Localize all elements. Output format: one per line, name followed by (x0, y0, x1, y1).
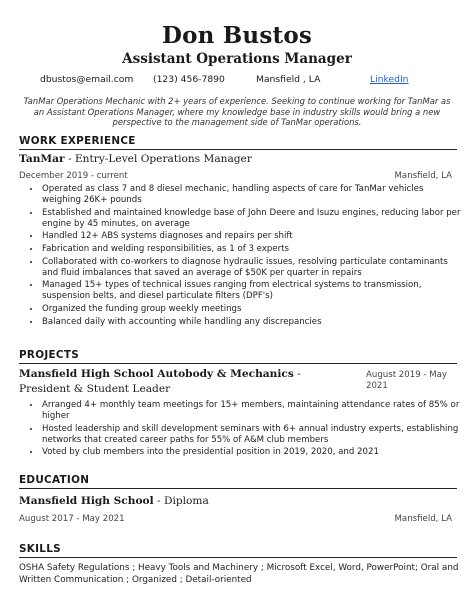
project-heading (19, 368, 301, 380)
contact-bar (0, 74, 474, 88)
school-name: Mansfield High School (19, 495, 154, 507)
section-divider (19, 149, 457, 150)
section-title-projects: PROJECTS (19, 349, 80, 361)
experience-location: Mansfield, LA (394, 171, 452, 181)
section-divider (19, 488, 457, 489)
bullet-item: • Arranged 4+ monthly team meetings for 15+ members, maintaining attendance rates of 85% or higher (41, 400, 461, 422)
candidate-role: Assistant Operations Manager (122, 51, 352, 67)
project-bullet-list (32, 400, 461, 460)
project-dates-line2: 2021 (366, 381, 388, 391)
section-title-skills: SKILLS (19, 543, 61, 555)
experience-bullet-list (32, 184, 461, 329)
bullet-item: • Balanced daily with accounting while handling any discrepancies (41, 317, 461, 328)
heading-separator: - (157, 495, 161, 507)
education-location: Mansfield, LA (394, 514, 452, 524)
education-heading (19, 495, 209, 507)
experience-dates: December 2019 - current (19, 171, 128, 181)
bullet-item: • Hosted leadership and skill development seminars with 6+ annual industry experts, establishing networks that created career paths for 55% of A&M club members (41, 424, 461, 446)
degree-name: Diploma (163, 495, 209, 507)
bullet-item: • Voted by club members into the presidential position in 2019, 2020, and 2021 (41, 447, 461, 458)
summary-text: TanMar Operations Mechanic with 2+ years of experience. Seeking to continue working for TanMar as an Assistant Operations Manager, where my knowledge base in industry skills would bring a new perspective to the management side of TanMar operations. (23, 96, 451, 128)
project-dates-line1: August 2019 - May (366, 370, 448, 380)
location-text: Mansfield , LA (256, 74, 321, 85)
bullet-item: • Managed 15+ types of technical issues ranging from electrical systems to transmission, suspension belts, and diesel particulate filters (DPF's) (41, 280, 461, 302)
company-name: TanMar (19, 153, 65, 165)
heading-separator: - (67, 153, 72, 165)
linkedin-link[interactable]: LinkedIn (370, 74, 409, 85)
bullet-item: • Handled 12+ ABS systems diagnoses and repairs per shift (41, 231, 461, 242)
skills-text: OSHA Safety Regulations ; Heavy Tools and Machinery ; Microsoft Excel, Word, PowerPoint; Oral and Written Communication ; Organized ; Detail-oriented (19, 563, 459, 585)
education-dates: August 2017 - May 2021 (19, 514, 125, 524)
position-title: Entry-Level Operations Manager (74, 153, 252, 165)
bullet-item: • Organized the funding group weekly meetings (41, 304, 461, 315)
project-role: President & Student Leader (19, 383, 171, 395)
email-text: dbustos@email.com (40, 74, 134, 85)
section-title-education: EDUCATION (19, 474, 90, 486)
section-title-experience: WORK EXPERIENCE (19, 135, 136, 147)
bullet-item: • Fabrication and welding responsibilities, as 1 of 3 experts (41, 244, 461, 255)
bullet-item: • Collaborated with co-workers to diagnose hydraulic issues, resolving particulate contaminants and fluid imbalances that saved an average of $50K per quarter in repairs (41, 257, 461, 279)
phone-text: (123) 456-7890 (153, 74, 225, 85)
bullet-item: • Operated as class 7 and 8 diesel mechanic, handling aspects of care for TanMar vehicles weighing 26K+ pounds (41, 184, 461, 206)
project-name: Mansfield High School Autobody & Mechanics (19, 368, 294, 380)
candidate-name: Don Bustos (161, 22, 313, 49)
section-divider (19, 557, 457, 558)
section-divider (19, 363, 457, 364)
bullet-item: • Established and maintained knowledge base of John Deere and Isuzu engines, reducing labor per engine by 45 minutes, on average (41, 208, 461, 230)
experience-heading (19, 153, 252, 165)
heading-separator: - (297, 368, 301, 380)
